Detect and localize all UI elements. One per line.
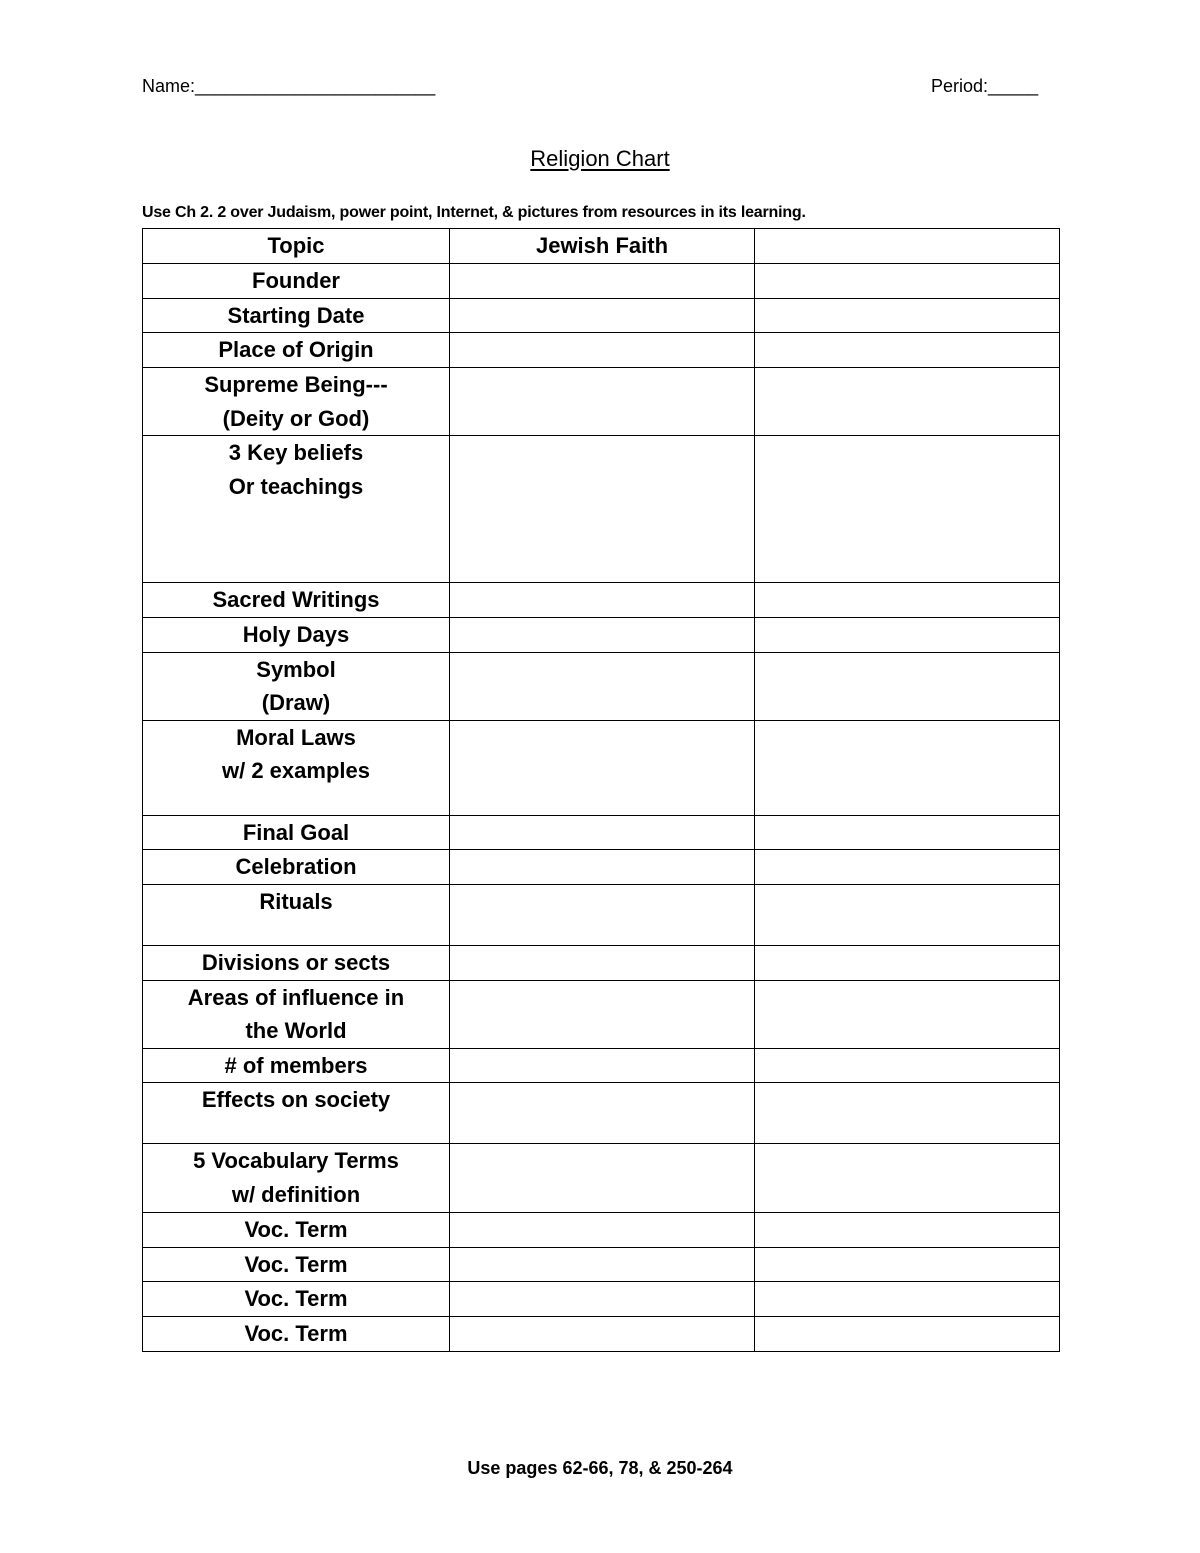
topic-line-2: w/ 2 examples <box>222 758 370 783</box>
topic-line-1: Divisions or sects <box>201 949 391 975</box>
jewish-faith-cell[interactable] <box>450 1083 755 1144</box>
topic-line-1: Founder <box>252 267 340 293</box>
jewish-faith-cell[interactable] <box>450 850 755 885</box>
blank-cell[interactable] <box>755 815 1060 850</box>
topic-line-2: w/ definition <box>231 1181 361 1207</box>
jewish-faith-cell[interactable] <box>450 1247 755 1282</box>
table-row <box>143 333 1060 368</box>
topic-line-1: Sacred Writings <box>212 587 380 612</box>
topic-cell <box>143 1144 450 1213</box>
table-row <box>143 1317 1060 1352</box>
jewish-faith-cell[interactable] <box>450 1213 755 1248</box>
topic-line-1: Place of Origin <box>218 337 374 362</box>
table-row <box>143 1247 1060 1282</box>
topic-line-1: Voc. Term <box>244 1321 348 1346</box>
topic-line-1: Supreme Being--- <box>204 372 388 397</box>
blank-cell[interactable] <box>755 850 1060 885</box>
topic-cell <box>143 1213 450 1248</box>
topic-line-1: Voc. Term <box>244 1217 348 1242</box>
topic-cell <box>143 945 450 980</box>
topic-cell <box>143 583 450 618</box>
blank-cell[interactable] <box>755 583 1060 618</box>
table-row <box>143 980 1060 1048</box>
jewish-faith-cell[interactable] <box>450 815 755 850</box>
blank-cell[interactable] <box>755 263 1060 298</box>
table-row <box>143 720 1060 815</box>
topic-cell <box>143 884 450 945</box>
topic-cell <box>143 1083 450 1144</box>
blank-cell[interactable] <box>755 1282 1060 1317</box>
jewish-faith-cell[interactable] <box>450 884 755 945</box>
blank-cell[interactable] <box>755 1083 1060 1144</box>
topic-line-2: the World <box>245 1018 347 1043</box>
blank-cell[interactable] <box>755 884 1060 945</box>
blank-cell[interactable] <box>755 436 1060 583</box>
topic-line-1: Effects on society <box>201 1087 391 1112</box>
blank-cell[interactable] <box>755 1048 1060 1083</box>
table-body <box>143 263 1060 1351</box>
jewish-faith-cell[interactable] <box>450 1144 755 1213</box>
topic-line-1: Final Goal <box>242 819 350 845</box>
blank-cell[interactable] <box>755 368 1060 436</box>
jewish-faith-cell[interactable] <box>450 298 755 333</box>
topic-cell <box>143 333 450 368</box>
header-topic: Topic <box>143 229 450 264</box>
table-row <box>143 1083 1060 1144</box>
table-row <box>143 1048 1060 1083</box>
topic-line-1: # of members <box>224 1052 368 1078</box>
blank-cell[interactable] <box>755 945 1060 980</box>
table-header-row <box>143 229 1060 264</box>
blank-cell[interactable] <box>755 333 1060 368</box>
table-row <box>143 884 1060 945</box>
table-row <box>143 368 1060 436</box>
jewish-faith-cell[interactable] <box>450 980 755 1048</box>
table-row <box>143 436 1060 583</box>
jewish-faith-cell[interactable] <box>450 1317 755 1352</box>
topic-cell <box>143 980 450 1048</box>
blank-cell[interactable] <box>755 298 1060 333</box>
topic-cell <box>143 850 450 885</box>
table-row <box>143 1282 1060 1317</box>
table-row <box>143 1144 1060 1213</box>
topic-line-2: Or teachings <box>228 473 364 499</box>
topic-cell <box>143 298 450 333</box>
topic-cell <box>143 815 450 850</box>
blank-cell[interactable] <box>755 1213 1060 1248</box>
topic-line-1: Voc. Term <box>244 1251 348 1277</box>
table-row <box>143 850 1060 885</box>
topic-cell <box>143 1317 450 1352</box>
jewish-faith-cell[interactable] <box>450 945 755 980</box>
topic-cell <box>143 1048 450 1083</box>
footer-page-reference: Use pages 62-66, 78, & 250-264 <box>467 1458 733 1478</box>
jewish-faith-cell[interactable] <box>450 263 755 298</box>
topic-cell <box>143 263 450 298</box>
topic-line-1: Rituals <box>259 888 333 914</box>
religion-chart-table <box>142 228 1060 1352</box>
topic-line-1: Symbol <box>256 656 336 682</box>
blank-cell[interactable] <box>755 1317 1060 1352</box>
topic-line-1: Voc. Term <box>244 1286 348 1311</box>
jewish-faith-cell[interactable] <box>450 618 755 653</box>
table-row <box>143 583 1060 618</box>
topic-cell <box>143 720 450 815</box>
jewish-faith-cell[interactable] <box>450 720 755 815</box>
jewish-faith-cell[interactable] <box>450 368 755 436</box>
topic-line-1: Holy Days <box>242 622 350 647</box>
topic-line-1: 5 Vocabulary Terms <box>193 1148 399 1173</box>
table-row <box>143 945 1060 980</box>
blank-cell[interactable] <box>755 1247 1060 1282</box>
topic-cell <box>143 1282 450 1317</box>
topic-line-2: (Deity or God) <box>222 405 370 431</box>
jewish-faith-cell[interactable] <box>450 333 755 368</box>
topic-cell <box>143 618 450 653</box>
table-row <box>143 618 1060 653</box>
topic-cell <box>143 1247 450 1282</box>
topic-line-1: Celebration <box>235 854 357 879</box>
table-row <box>143 815 1060 850</box>
jewish-faith-cell[interactable] <box>450 652 755 720</box>
page-title: Religion Chart <box>530 146 670 171</box>
topic-line-1: Moral Laws <box>236 724 356 750</box>
name-field-label: Name:________________________ <box>142 76 436 96</box>
topic-cell <box>143 436 450 583</box>
jewish-faith-cell[interactable] <box>450 583 755 618</box>
topic-cell <box>143 368 450 436</box>
blank-cell[interactable] <box>755 720 1060 815</box>
blank-cell[interactable] <box>755 1144 1060 1213</box>
table-row <box>143 652 1060 720</box>
header-blank <box>755 229 1060 264</box>
table-row <box>143 263 1060 298</box>
jewish-faith-cell[interactable] <box>450 436 755 583</box>
table-row <box>143 298 1060 333</box>
blank-cell[interactable] <box>755 980 1060 1048</box>
jewish-faith-cell[interactable] <box>450 1048 755 1083</box>
topic-line-1: Starting Date <box>227 302 365 328</box>
instructions-text: Use Ch 2. 2 over Judaism, power point, Internet, & pictures from resources in its learning. <box>142 204 806 221</box>
header-jewish-faith: Jewish Faith <box>450 229 755 264</box>
blank-cell[interactable] <box>755 652 1060 720</box>
topic-line-1: 3 Key beliefs <box>228 440 364 465</box>
period-field-label: Period:_____ <box>931 76 1039 96</box>
blank-cell[interactable] <box>755 618 1060 653</box>
topic-cell <box>143 652 450 720</box>
topic-line-1: Areas of influence in <box>187 984 405 1010</box>
jewish-faith-cell[interactable] <box>450 1282 755 1317</box>
table-row <box>143 1213 1060 1248</box>
topic-line-2: (Draw) <box>261 690 331 715</box>
